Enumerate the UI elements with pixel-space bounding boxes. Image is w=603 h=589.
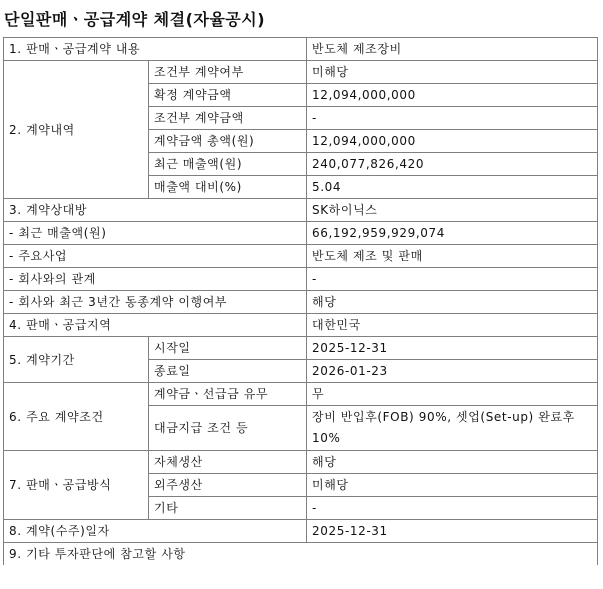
sub-label: 확정 계약금액 <box>149 84 307 107</box>
table-row <box>4 268 598 291</box>
table-row <box>4 337 598 360</box>
table-row <box>4 314 598 337</box>
sub-label: 외주생산 <box>149 474 307 497</box>
row-label: - 회사와의 관계 <box>4 268 307 291</box>
table-row <box>4 222 598 245</box>
row-label: 3. 계약상대방 <box>4 199 307 222</box>
sub-label: 시작일 <box>149 337 307 360</box>
row-value: 66,192,959,929,074 <box>307 222 598 245</box>
table-row <box>4 38 598 61</box>
row-value: 미해당 <box>307 61 598 84</box>
row-value: 미해당 <box>307 474 598 497</box>
row-label: 8. 계약(수주)일자 <box>4 520 307 543</box>
table-row <box>4 61 598 84</box>
row-label: 9. 기타 투자판단에 참고할 사항 <box>4 543 598 566</box>
disclosure-table <box>3 37 598 565</box>
table-row <box>4 291 598 314</box>
group-label: 6. 주요 계약조건 <box>4 383 149 451</box>
row-label: 4. 판매ㆍ공급지역 <box>4 314 307 337</box>
table-row <box>4 543 598 566</box>
table-row <box>4 520 598 543</box>
row-value: 240,077,826,420 <box>307 153 598 176</box>
sub-label: 매출액 대비(%) <box>149 176 307 199</box>
group-label: 5. 계약기간 <box>4 337 149 383</box>
sub-label: 계약금ㆍ선급금 유무 <box>149 383 307 406</box>
row-value: 12,094,000,000 <box>307 84 598 107</box>
sub-label: 종료일 <box>149 360 307 383</box>
row-value: 장비 반입후(FOB) 90%, 셋업(Set-up) 완료후 10% <box>307 406 598 451</box>
sub-label: 기타 <box>149 497 307 520</box>
row-value: 반도체 제조장비 <box>307 38 598 61</box>
row-value: - <box>307 268 598 291</box>
group-label: 2. 계약내역 <box>4 61 149 199</box>
row-label: 1. 판매ㆍ공급계약 내용 <box>4 38 307 61</box>
sub-label: 최근 매출액(원) <box>149 153 307 176</box>
table-row <box>4 451 598 474</box>
row-value: - <box>307 107 598 130</box>
row-value: 대한민국 <box>307 314 598 337</box>
row-value: 2025-12-31 <box>307 520 598 543</box>
row-label: - 최근 매출액(원) <box>4 222 307 245</box>
row-value: 무 <box>307 383 598 406</box>
group-label: 7. 판매ㆍ공급방식 <box>4 451 149 520</box>
row-value: 해당 <box>307 451 598 474</box>
row-value: 2026-01-23 <box>307 360 598 383</box>
sub-label: 조건부 계약여부 <box>149 61 307 84</box>
row-value: 반도체 제조 및 판매 <box>307 245 598 268</box>
table-row <box>4 199 598 222</box>
sub-label: 조건부 계약금액 <box>149 107 307 130</box>
row-label: - 회사와 최근 3년간 동종계약 이행여부 <box>4 291 307 314</box>
row-value: - <box>307 497 598 520</box>
table-row <box>4 245 598 268</box>
row-value: SK하이닉스 <box>307 199 598 222</box>
row-value: 12,094,000,000 <box>307 130 598 153</box>
row-value: 5.04 <box>307 176 598 199</box>
sub-label: 대금지급 조건 등 <box>149 406 307 451</box>
page-title: 단일판매ㆍ공급계약 체결(자율공시) <box>4 10 266 29</box>
row-value: 해당 <box>307 291 598 314</box>
sub-label: 계약금액 총액(원) <box>149 130 307 153</box>
row-label: - 주요사업 <box>4 245 307 268</box>
row-value: 2025-12-31 <box>307 337 598 360</box>
sub-label: 자체생산 <box>149 451 307 474</box>
table-row <box>4 383 598 406</box>
